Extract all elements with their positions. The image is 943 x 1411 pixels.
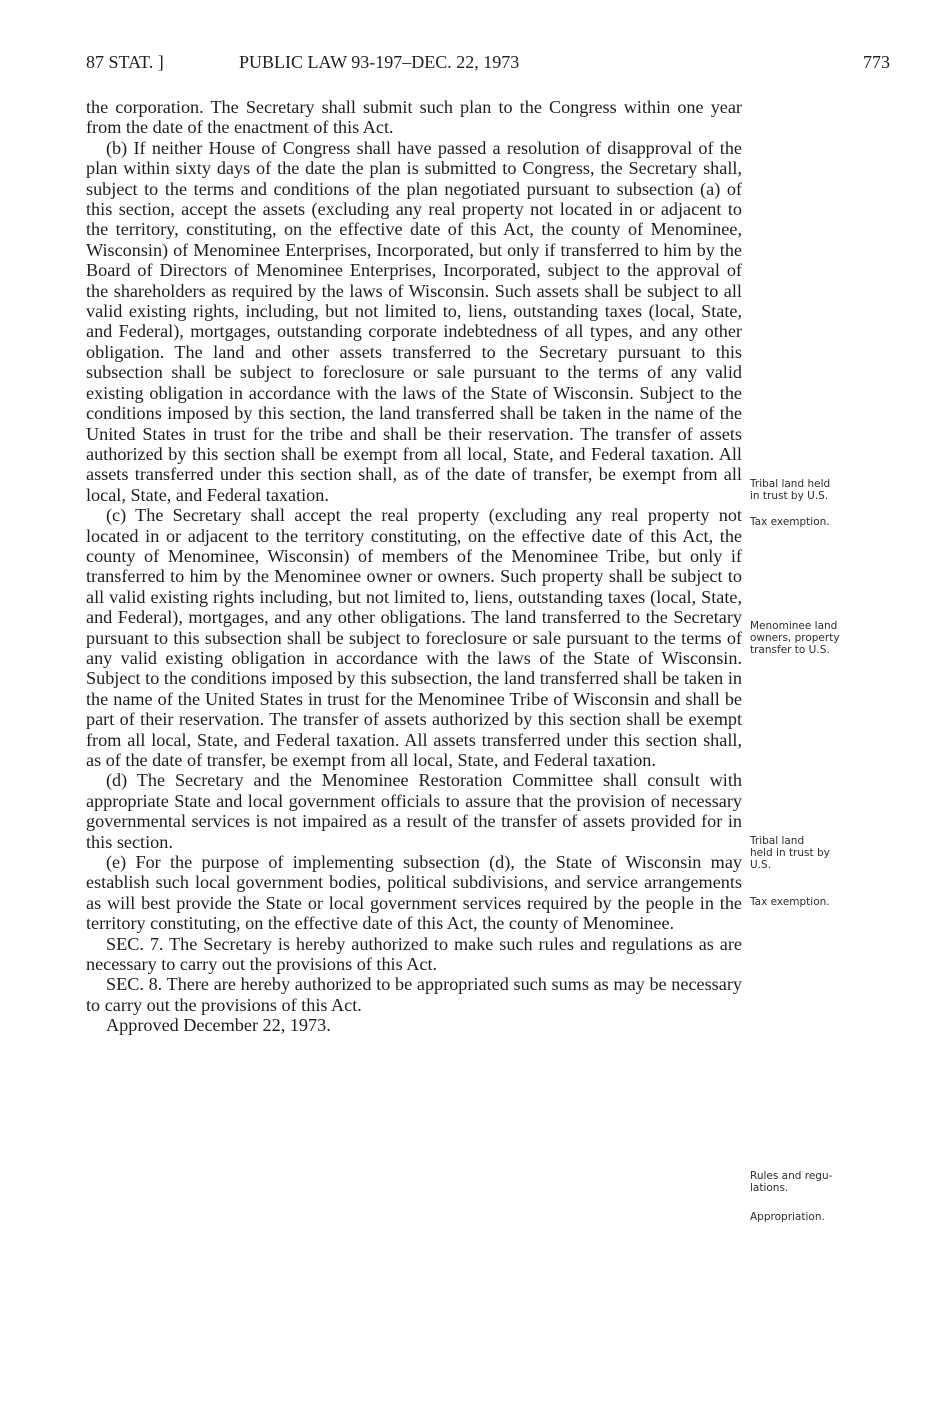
running-title: PUBLIC LAW 93-197–DEC. 22, 1973 [239, 52, 520, 72]
approval-date: Approved December 22, 1973. [106, 1015, 331, 1036]
paragraph-subsection-c: (c) The Secretary shall accept the real property (excluding any real property not located in or adjacent to the territory constituting, on the effective date of this Act, the county of Menominee, Wisconsin) of members of the Menominee Tribe, but only if transferred to him by the Menominee owner or owners. Such property shall be subject to all valid existing rights including, but not limited to, liens, outstanding taxes (local, State, and Federal), mortgages, and any other obligations. The land transferred to the Secretary pursuant to this subsection shall be subject to foreclosure or sale pursuant to the terms of any valid existing obligation in accordance with the laws of the State of Wisconsin. Subject to the conditions imposed by this subsection, the land transferred shall be taken in the name of the United States in trust for the Menominee Tribe of Wisconsin and shall be part of their reservation. The transfer of assets authorized by this section shall be exempt from all local, State, and Federal taxation. All assets transferred under this section shall, as of the date of transfer, be exempt from all local, State, and Federal taxation. [86, 505, 742, 770]
page-number: 773 [863, 52, 890, 72]
paragraph-subsection-b: (b) If neither House of Congress shall have passed a resolution of disapproval of the plan within sixty days of the date the plan is submitted to Congress, the Secretary shall, subject to the terms and conditions of the plan negotiated pursuant to subsection (a) of this section, accept the assets (excluding any real property not located in or adjacent to the territory, constituting, on the effective date of this Act, the county of Menominee, Wisconsin) of Menominee Enterprises, Incorporated, but only if transferred to him by the Board of Directors of Menominee Enterprises, Incorporated, subject to the approval of the shareholders as required by the laws of Wisconsin. Such assets shall be subject to all valid existing rights, including, but not limited to, liens, outstanding taxes (local, State, and Federal), mortgages, outstanding corporate indebtedness of all types, and any other obligation. The land and other assets transferred to the Secretary pursuant to this subsection shall be subject to foreclosure or sale pursuant to the terms of any valid existing obligation in accordance with the laws of the State of Wisconsin. Subject to the conditions imposed by this section, the land transferred shall be taken in the name of the United States in trust for the tribe and shall be their reservation. The transfer of assets authorized by this section shall be exempt from all local, State, and Federal taxation. All assets transferred under this section shall, as of the date of transfer, be exempt from all local, State, and Federal taxation. [86, 137, 742, 505]
margin-note-tribal-land-held: Tribal land held in trust by U.S. [750, 478, 831, 502]
paragraph-section-8: SEC. 8. There are hereby authorized to be appropriated such sums as may be necessary to carry out the provisions of this Act. [86, 974, 742, 1015]
margin-note-rules-and-regulations: Rules and regu- lations. [750, 1170, 833, 1194]
margin-note-tax-exemption-2: Tax exemption. [750, 896, 830, 908]
paragraph-subsection-e: (e) For the purpose of implementing subsection (d), the State of Wisconsin may establish such local government bodies, political subdivisions, and service arrangements as will best provide the State or local government services required by the people in the territory constituting, on the effective date of this Act, the county of Menominee. [86, 852, 742, 934]
law-text [86, 97, 742, 1036]
paragraph-section-7: SEC. 7. The Secretary is hereby authorized to make such rules and regulations as are necessary to carry out the provisions of this Act. [86, 933, 742, 975]
margin-note-tax-exemption: Tax exemption. [750, 516, 830, 528]
margin-note-appropriation: Appropriation. [750, 1211, 825, 1223]
paragraph-continuation: the corporation. The Secretary shall submit such plan to the Congress within one year from the date of the enactment of this Act. [86, 97, 742, 138]
paragraph-subsection-d: (d) The Secretary and the Menominee Restoration Committee shall consult with appropriate State and local government officials to assure that the provision of necessary governmental services is not impaired as a result of the transfer of assets provided for in this section. [86, 770, 742, 852]
page-header [86, 50, 890, 74]
statute-reference: 87 STAT. ] [86, 52, 164, 72]
margin-note-tribal-land-held-2: Tribal land held in trust by U.S. [750, 835, 830, 871]
margin-note-menominee-land-owners: Menominee land owners, property transfer to U.S. [750, 620, 840, 656]
